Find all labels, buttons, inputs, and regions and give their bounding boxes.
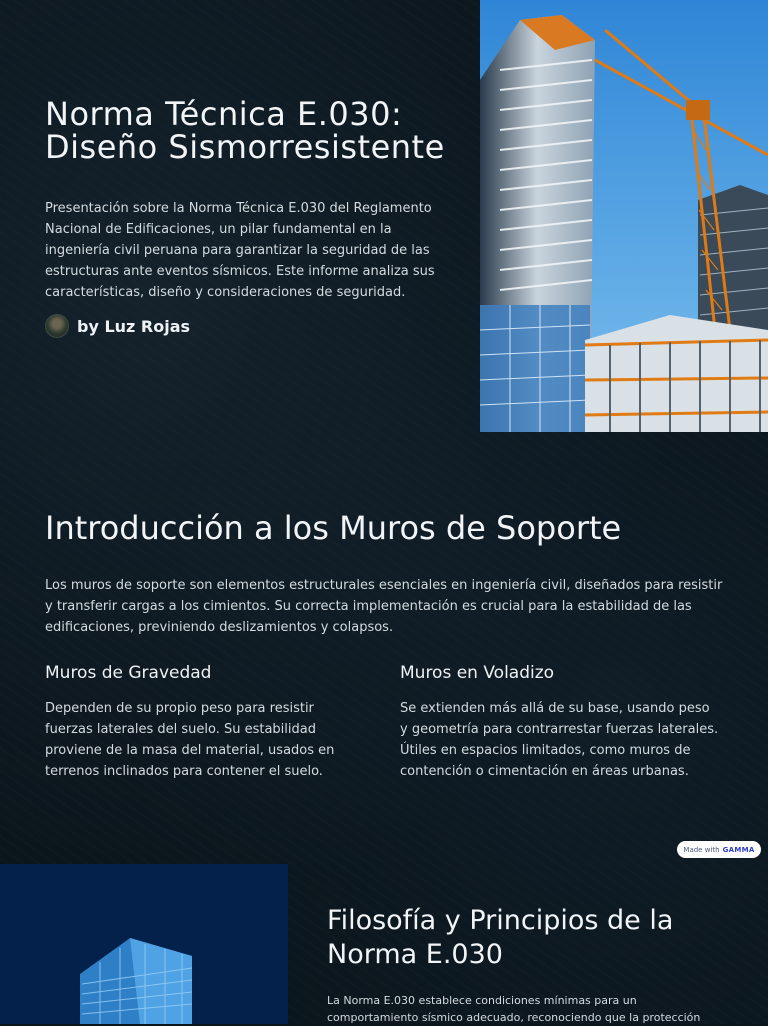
section-description: Los muros de soporte son elementos estructurales esenciales en ingeniería civil, diseñados para resistir y transferir cargas a los cimientos. Su correcta implementación es crucial para la estabilidad de las edificaciones, previniendo deslizamientos y colapsos. (45, 578, 723, 635)
made-with-gamma-badge[interactable] (677, 841, 761, 858)
gravity-walls-text: Dependen de su propio peso para resistir fuerzas laterales del suelo. Su estabilidad proviene de la masa del material, usados en terrenos inclinados para contener el suelo. (45, 701, 335, 779)
presentation-title: Norma Técnica E.030: Diseño Sismorresistente (45, 95, 445, 166)
badge-prefix: Made with (683, 845, 720, 854)
philosophy-slide (0, 864, 768, 1024)
philosophy-title: Filosofía y Principios de la Norma E.030 (327, 905, 674, 970)
glass-building-image (0, 864, 288, 1024)
construction-photo-illustration (480, 0, 768, 432)
title-slide-text-panel (0, 0, 480, 432)
author-avatar (45, 314, 69, 338)
author-row (45, 314, 190, 338)
gravity-walls-heading: Muros de Gravedad (45, 663, 212, 683)
cantilever-walls-text: Se extienden más allá de su base, usando peso y geometría para contrarrestar fuerzas laterales. Útiles en espacios limitados, como muros de contención o cimentación en áreas urbanas. (400, 701, 719, 779)
presentation-description: Presentación sobre la Norma Técnica E.030 del Reglamento Nacional de Edificaciones, un pilar fundamental en la ingeniería civil peruana para garantizar la seguridad de las estructuras ante eventos sísmicos. Este informe analiza sus características, diseño y consideraciones de seguridad. (45, 201, 435, 300)
section-title: Introducción a los Muros de Soporte (45, 509, 622, 547)
cantilever-walls-heading: Muros en Voladizo (400, 663, 555, 683)
cantilever-walls-column (400, 662, 720, 782)
title-slide (0, 0, 768, 432)
author-name: by Luz Rojas (77, 316, 191, 336)
building-construction-image (480, 0, 768, 432)
badge-brand: GAMMA (722, 845, 755, 854)
glass-building-illustration (0, 864, 288, 1024)
gravity-walls-column (45, 662, 365, 782)
philosophy-description: La Norma E.030 establece condiciones mínimas para un comportamiento sísmico adecuado, reconociendo que la protección (327, 994, 701, 1024)
retaining-walls-slide (0, 432, 768, 864)
